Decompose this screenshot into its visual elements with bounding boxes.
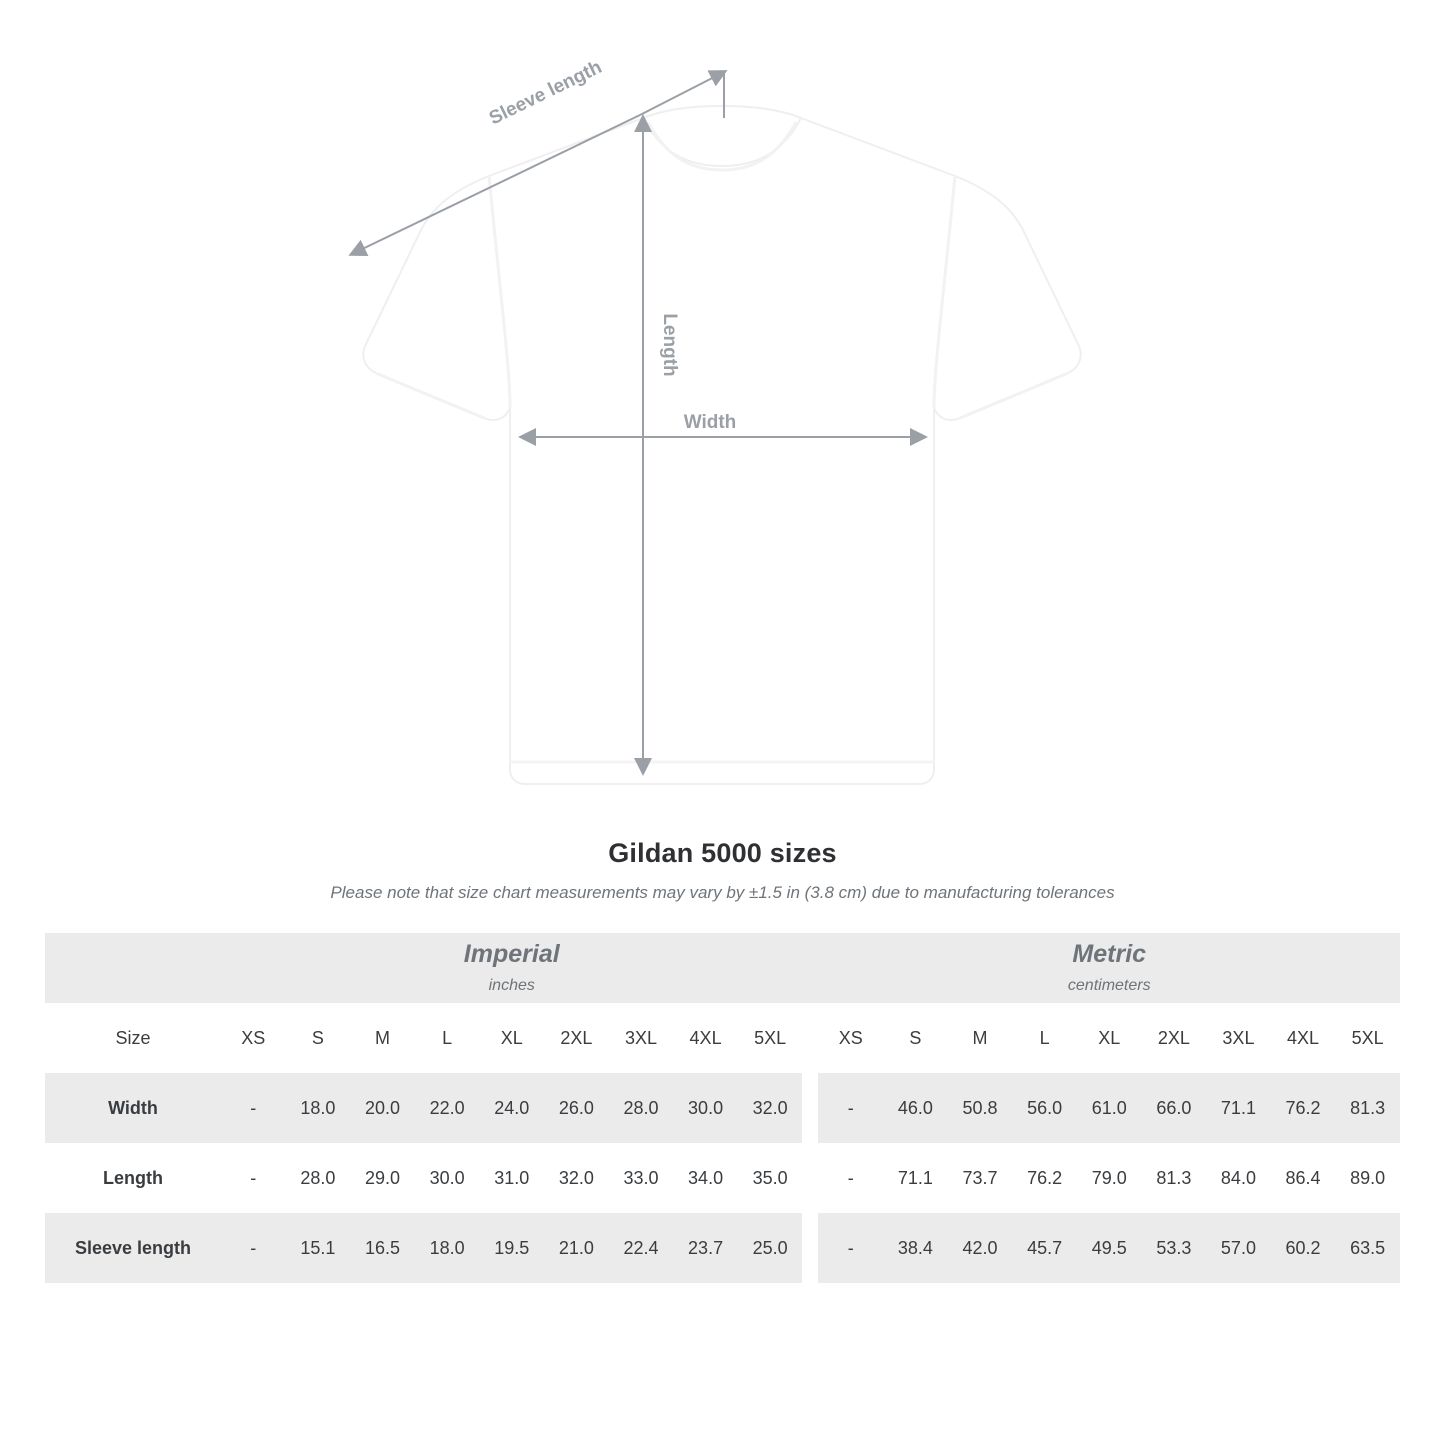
unit-header-row (45, 933, 1400, 1003)
cell-width-met-xl: 61.0 (1077, 1073, 1142, 1143)
size-col-imperial-4xl: 4XL (673, 1003, 738, 1073)
cell-width-imp-3xl: 28.0 (609, 1073, 674, 1143)
cell-sleeve-imp-5xl: 25.0 (738, 1213, 803, 1283)
size-col-metric-l: L (1012, 1003, 1077, 1073)
size-col-metric-s: S (883, 1003, 948, 1073)
row-gap-sleeve (802, 1213, 818, 1283)
cell-width-met-2xl: 66.0 (1142, 1073, 1207, 1143)
size-col-imperial-xs: XS (221, 1003, 286, 1073)
unit-header-metric (818, 933, 1400, 1003)
cell-sleeve-imp-xl: 19.5 (479, 1213, 544, 1283)
page-title: Gildan 5000 sizes (608, 838, 837, 868)
unit-name-imperial: Imperial (463, 940, 560, 969)
unit-header-blank (45, 933, 221, 1003)
size-col-metric-4xl: 4XL (1271, 1003, 1336, 1073)
size-col-imperial-5xl: 5XL (738, 1003, 803, 1073)
cell-sleeve-imp-3xl: 22.4 (609, 1213, 674, 1283)
unit-header-imperial (221, 933, 802, 1003)
size-col-imperial-l: L (415, 1003, 480, 1073)
size-table (45, 933, 1400, 1283)
size-col-metric-5xl: 5XL (1335, 1003, 1400, 1073)
size-header-cell: Size (45, 1003, 221, 1073)
size-header-row (45, 1003, 1400, 1073)
cell-length-met-2xl: 81.3 (1142, 1143, 1207, 1213)
cell-sleeve-imp-4xl: 23.7 (673, 1213, 738, 1283)
cell-width-met-3xl: 71.1 (1206, 1073, 1271, 1143)
cell-length-imp-xl: 31.0 (479, 1143, 544, 1213)
size-col-metric-xl: XL (1077, 1003, 1142, 1073)
cell-sleeve-met-xs: - (818, 1213, 883, 1283)
cell-length-met-3xl: 84.0 (1206, 1143, 1271, 1213)
unit-header-gap (802, 933, 818, 1003)
cell-length-met-l: 76.2 (1012, 1143, 1077, 1213)
cell-width-met-xs: - (818, 1073, 883, 1143)
unit-name-metric: Metric (1072, 940, 1147, 969)
cell-length-imp-xs: - (221, 1143, 286, 1213)
table-row (45, 1143, 1400, 1213)
cell-length-imp-4xl: 34.0 (673, 1143, 738, 1213)
title-block (0, 838, 1445, 903)
cell-sleeve-imp-s: 15.1 (286, 1213, 351, 1283)
cell-width-met-5xl: 81.3 (1335, 1073, 1400, 1143)
row-label-sleeve-length: Sleeve length (45, 1213, 221, 1283)
size-col-imperial-2xl: 2XL (544, 1003, 609, 1073)
cell-length-met-xl: 79.0 (1077, 1143, 1142, 1213)
size-col-imperial-s: S (286, 1003, 351, 1073)
cell-width-imp-xs: - (221, 1073, 286, 1143)
size-col-metric-3xl: 3XL (1206, 1003, 1271, 1073)
width-label: Width (683, 412, 737, 433)
cell-width-met-4xl: 76.2 (1271, 1073, 1336, 1143)
tshirt-shape (363, 106, 1080, 784)
cell-length-met-5xl: 89.0 (1335, 1143, 1400, 1213)
row-gap-length (802, 1143, 818, 1213)
sleeve-length-label: Sleeve length (485, 56, 606, 130)
unit-sub-imperial: inches (488, 976, 535, 994)
size-table-wrap (45, 933, 1400, 1283)
table-row (45, 1213, 1400, 1283)
cell-length-imp-m: 29.0 (350, 1143, 415, 1213)
cell-width-met-s: 46.0 (883, 1073, 948, 1143)
cell-width-imp-4xl: 30.0 (673, 1073, 738, 1143)
cell-sleeve-met-xl: 49.5 (1077, 1213, 1142, 1283)
size-col-imperial-m: M (350, 1003, 415, 1073)
cell-width-imp-s: 18.0 (286, 1073, 351, 1143)
cell-width-imp-m: 20.0 (350, 1073, 415, 1143)
cell-sleeve-met-m: 42.0 (948, 1213, 1013, 1283)
cell-length-imp-s: 28.0 (286, 1143, 351, 1213)
cell-width-imp-5xl: 32.0 (738, 1073, 803, 1143)
cell-length-met-4xl: 86.4 (1271, 1143, 1336, 1213)
unit-sub-metric: centimeters (1067, 976, 1151, 994)
cell-sleeve-met-s: 38.4 (883, 1213, 948, 1283)
cell-length-met-xs: - (818, 1143, 883, 1213)
tolerance-note: Please note that size chart measurements may vary by ±1.5 in (3.8 cm) due to manufacturing tolerances (330, 883, 1115, 902)
cell-width-imp-xl: 24.0 (479, 1073, 544, 1143)
cell-width-met-m: 50.8 (948, 1073, 1013, 1143)
cell-sleeve-imp-2xl: 21.0 (544, 1213, 609, 1283)
cell-length-imp-l: 30.0 (415, 1143, 480, 1213)
cell-length-imp-2xl: 32.0 (544, 1143, 609, 1213)
cell-width-met-l: 56.0 (1012, 1073, 1077, 1143)
size-header-gap (802, 1003, 818, 1073)
size-col-imperial-3xl: 3XL (609, 1003, 674, 1073)
size-col-metric-2xl: 2XL (1142, 1003, 1207, 1073)
size-col-metric-m: M (948, 1003, 1013, 1073)
row-label-length: Length (45, 1143, 221, 1213)
cell-length-imp-5xl: 35.0 (738, 1143, 803, 1213)
length-label: Length (659, 313, 680, 377)
cell-sleeve-met-l: 45.7 (1012, 1213, 1077, 1283)
cell-sleeve-met-3xl: 57.0 (1206, 1213, 1271, 1283)
cell-length-met-s: 71.1 (883, 1143, 948, 1213)
cell-sleeve-imp-m: 16.5 (350, 1213, 415, 1283)
size-col-imperial-xl: XL (479, 1003, 544, 1073)
cell-sleeve-met-2xl: 53.3 (1142, 1213, 1207, 1283)
cell-width-imp-l: 22.0 (415, 1073, 480, 1143)
cell-sleeve-met-5xl: 63.5 (1335, 1213, 1400, 1283)
size-col-metric-xs: XS (818, 1003, 883, 1073)
cell-sleeve-imp-xs: - (221, 1213, 286, 1283)
cell-length-imp-3xl: 33.0 (609, 1143, 674, 1213)
cell-width-imp-2xl: 26.0 (544, 1073, 609, 1143)
row-gap-width (802, 1073, 818, 1143)
cell-length-met-m: 73.7 (948, 1143, 1013, 1213)
row-label-width: Width (45, 1073, 221, 1143)
cell-sleeve-met-4xl: 60.2 (1271, 1213, 1336, 1283)
table-row (45, 1073, 1400, 1143)
cell-sleeve-imp-l: 18.0 (415, 1213, 480, 1283)
